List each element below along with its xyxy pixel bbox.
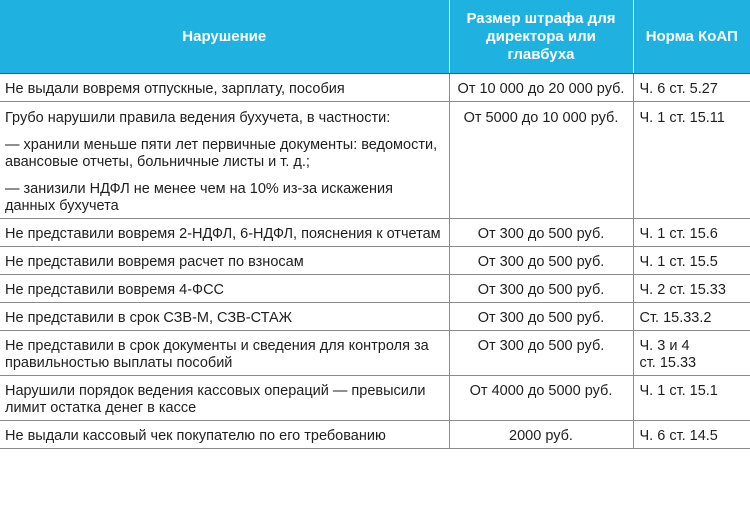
violation-cell — [0, 376, 449, 421]
violation-text: Не представили в срок документы и сведения для контроля за правильностью выплаты пособий — [5, 338, 429, 371]
law-text: Ст. 15.33.2 — [639, 310, 712, 326]
violation-cell — [0, 421, 449, 449]
table-row — [0, 331, 750, 376]
table-row — [0, 275, 750, 303]
law-text: ст. 15.33 — [639, 355, 697, 371]
header-fine-line: Размер штрафа для — [466, 9, 616, 27]
law-cell — [633, 102, 750, 219]
law-cell — [633, 421, 750, 449]
law-cell — [633, 331, 750, 376]
law-text: Ч. 6 ст. 14.5 — [639, 428, 718, 444]
fine-cell: От 4000 до 5000 руб. — [449, 376, 633, 421]
fine-cell: От 300 до 500 руб. — [449, 219, 633, 247]
law-text: Ч. 1 ст. 15.1 — [639, 383, 718, 399]
law-text: Ч. 1 ст. 15.6 — [639, 226, 718, 242]
violation-subitem: — занизили НДФЛ не менее чем на 10% из-за искажения данных бухучета — [5, 181, 393, 214]
violation-cell — [0, 102, 449, 219]
violation-cell — [0, 219, 449, 247]
fine-cell: От 10 000 до 20 000 руб. — [449, 74, 633, 102]
law-text: Ч. 2 ст. 15.33 — [639, 282, 726, 298]
violation-text: Не представили вовремя расчет по взносам — [5, 254, 304, 270]
law-cell — [633, 74, 750, 102]
law-cell — [633, 303, 750, 331]
table-body — [0, 74, 750, 449]
table-header — [0, 0, 750, 74]
fine-cell: От 300 до 500 руб. — [449, 247, 633, 275]
violation-text: Нарушили порядок ведения кассовых операций — превысили лимит остатка денег в кассе — [5, 383, 426, 416]
header-row — [0, 0, 750, 74]
violation-text: Не выдали кассовый чек покупателю по его требованию — [5, 428, 386, 444]
violation-text: Грубо нарушили правила ведения бухучета, в частности: — [5, 110, 391, 126]
law-text: Ч. 6 ст. 5.27 — [639, 81, 718, 97]
table-row — [0, 421, 750, 449]
table-row — [0, 74, 750, 102]
header-fine-line: главбуха — [507, 45, 575, 63]
fine-cell: 2000 руб. — [449, 421, 633, 449]
fine-cell: От 300 до 500 руб. — [449, 331, 633, 376]
header-fine-line: директора или — [486, 27, 596, 45]
table-row — [0, 219, 750, 247]
violation-cell — [0, 247, 449, 275]
table-row — [0, 303, 750, 331]
violation-cell — [0, 275, 449, 303]
table-row — [0, 376, 750, 421]
fine-cell: От 300 до 500 руб. — [449, 303, 633, 331]
fine-cell: От 5000 до 10 000 руб. — [449, 102, 633, 219]
violation-subitem: — хранили меньше пяти лет первичные документы: ведомости, авансовые отчеты, больничные листы и т. д.; — [5, 137, 438, 170]
header-fine — [449, 0, 633, 74]
fine-cell: От 300 до 500 руб. — [449, 275, 633, 303]
law-text: Ч. 1 ст. 15.11 — [639, 110, 725, 126]
violation-cell — [0, 303, 449, 331]
table-row — [0, 102, 750, 219]
law-cell — [633, 219, 750, 247]
law-cell — [633, 247, 750, 275]
violation-text: Не выдали вовремя отпускные, зарплату, пособия — [5, 81, 345, 97]
violation-text: Не представили вовремя 2-НДФЛ, 6-НДФЛ, пояснения к отчетам — [5, 226, 441, 242]
table-row — [0, 247, 750, 275]
violation-text: Не представили в срок СЗВ-М, СЗВ-СТАЖ — [5, 310, 293, 326]
law-text: Ч. 3 и 4 — [639, 338, 690, 354]
header-law: Норма КоАП — [633, 0, 750, 74]
violation-text: Не представили вовремя 4-ФСС — [5, 282, 225, 298]
law-text: Ч. 1 ст. 15.5 — [639, 254, 718, 270]
header-violation: Нарушение — [0, 0, 449, 74]
violation-cell — [0, 331, 449, 376]
law-cell — [633, 376, 750, 421]
law-cell — [633, 275, 750, 303]
violation-cell — [0, 74, 449, 102]
